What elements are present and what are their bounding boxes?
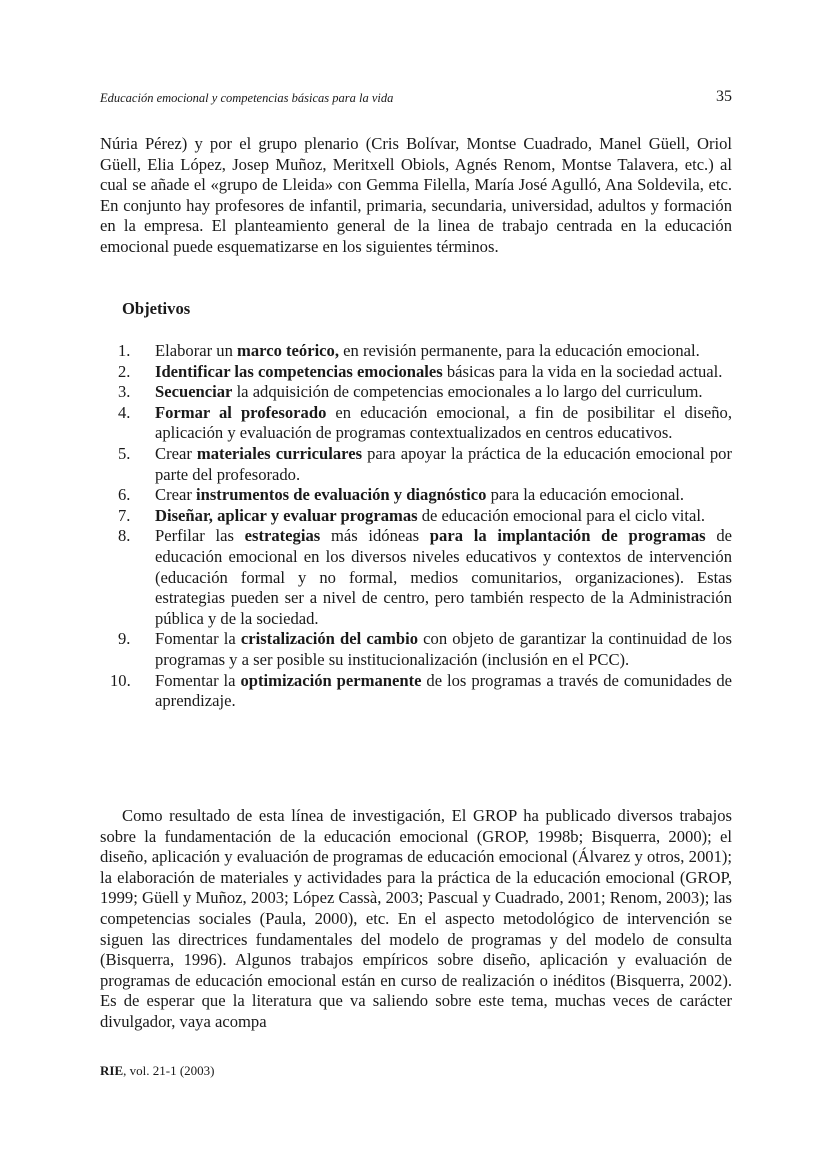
journal-volume: , vol. 21-1 (2003) — [123, 1063, 215, 1078]
objective-keyword: Diseñar, aplicar y evaluar programas — [155, 505, 418, 525]
page-number: 35 — [716, 88, 732, 105]
objective-keyword: estrategias — [244, 526, 321, 546]
objective-text: en revisión permanente, para la educación emocional. — [339, 341, 700, 360]
objective-number: 6. — [118, 485, 131, 505]
objective-number: 9. — [118, 629, 131, 649]
objective-number: 10. — [110, 670, 131, 690]
objective-text: de los programas a través de comunidades de aprendizaje. — [155, 670, 732, 711]
objective-number: 2. — [118, 361, 131, 381]
objective-keyword: Identificar las competencias emocionales — [155, 361, 443, 381]
section-heading: Objetivos — [122, 299, 191, 318]
objective-keyword: marco teórico, — [237, 341, 339, 360]
objective-text: Crear — [155, 443, 197, 463]
journal-name: RIE — [100, 1063, 124, 1078]
objective-number: 3. — [118, 382, 131, 402]
objective-text: más idóneas — [320, 526, 430, 546]
objective-item — [100, 341, 732, 362]
objective-item — [100, 506, 732, 527]
objective-keyword: Formar al profesorado — [155, 402, 327, 422]
objective-keyword: optimización permanente — [240, 670, 422, 690]
running-title: Educación emocional y competencias básicas para la vida — [100, 91, 394, 105]
objective-keyword: cristalización del cambio — [240, 629, 419, 649]
objective-text: de educación emocional para el ciclo vital. — [417, 505, 706, 525]
objective-text: Crear — [155, 485, 196, 505]
footer-citation — [100, 1063, 214, 1079]
intro-paragraph: Núria Pérez) y por el grupo plenario (Cris Bolívar, Montse Cuadrado, Manel Güell, Oriol Güell, Elia López, Josep Muñoz, Meritxell Obiols, Agnés Renom, Montse Talavera, etc.) al cual se añade el «grupo de Lleida» con Gemma Filella, María José Agulló, Ana Soldevila, etc. En conjunto hay profesores de infantil, primaria, secundaria, universidad, adultos y formación en la empresa. El planteamiento general de la linea de trabajo centrada en la educación emocional puede esquematizarse en los siguientes términos. — [100, 134, 732, 256]
objective-number: 8. — [118, 526, 131, 546]
objective-text: la adquisición de competencias emocionales a lo largo del curriculum. — [232, 382, 703, 402]
objective-text: Fomentar la — [155, 629, 241, 649]
objective-text: en educación emocional, a fin de posibilitar el diseño, aplicación y evaluación de programas contextualizados en centros educativos. — [155, 402, 732, 443]
objective-keyword: materiales curriculares — [196, 443, 363, 463]
objective-keyword: Secuenciar — [155, 382, 233, 402]
objective-item — [100, 526, 732, 629]
objective-item — [100, 362, 732, 383]
objective-text: para la educación emocional. — [486, 485, 685, 505]
objective-item — [100, 382, 732, 403]
objective-text: de educación emocional en los diversos niveles educativos y contextos de intervención (educación formal y no formal, medios comunitarios, organizaciones). Estas estrategias pueden ser a nivel de centro, pero también respecto de la Administración pública y de la sociedad. — [155, 526, 732, 628]
objective-number: 5. — [118, 443, 131, 463]
objective-item — [100, 629, 732, 670]
objective-keyword: para la implantación de programas — [429, 526, 706, 546]
objective-item — [100, 403, 732, 444]
objective-number: 4. — [118, 402, 131, 422]
objective-text: para apoyar la práctica de la educación emocional por parte del profesorado. — [155, 443, 732, 484]
objective-number: 7. — [118, 505, 131, 525]
objective-item — [100, 485, 732, 506]
objective-text: básicas para la vida en la sociedad actual. — [442, 361, 723, 381]
objective-text: Perfilar las — [155, 526, 245, 546]
objective-text: Fomentar la — [155, 670, 241, 690]
objective-item — [100, 671, 732, 712]
objective-number: 1. — [118, 341, 131, 360]
objective-text: Elaborar un — [155, 341, 238, 360]
objective-keyword: instrumentos de evaluación y diagnóstico — [196, 485, 487, 505]
objectives-list — [100, 341, 732, 712]
closing-paragraph: Como resultado de esta línea de investigación, El GROP ha publicado diversos trabajos sobre la fundamentación de la educación emocional (GROP, 1998b; Bisquerra, 2000); el diseño, aplicación y evaluación de programas de educación emocional (Álvarez y otros, 2001); la elaboración de materiales y actividades para la práctica de la educación emocional (GROP, 1999; Güell y Muñoz, 2003; López Cassà, 2003; Pascual y Cuadrado, 2001; Renom, 2003); las competencias sociales (Paula, 2000), etc. En el aspecto metodológico de intervención se siguen las directrices fundamentales del modelo de programas y del modelo de consulta (Bisquerra, 1996). Algunos trabajos empíricos sobre diseño, aplicación y evaluación de programas de educación emocional están en curso de realización o inéditos (Bisquerra, 2002). Es de esperar que la literatura que va saliendo sobre este tema, muchas veces de carácter divulgador, vaya acompa — [100, 806, 732, 1031]
objective-item — [100, 444, 732, 485]
objective-text: con objeto de garantizar la continuidad de los programas y a ser posible su institucionalización (inclusión en el PCC). — [155, 629, 732, 669]
